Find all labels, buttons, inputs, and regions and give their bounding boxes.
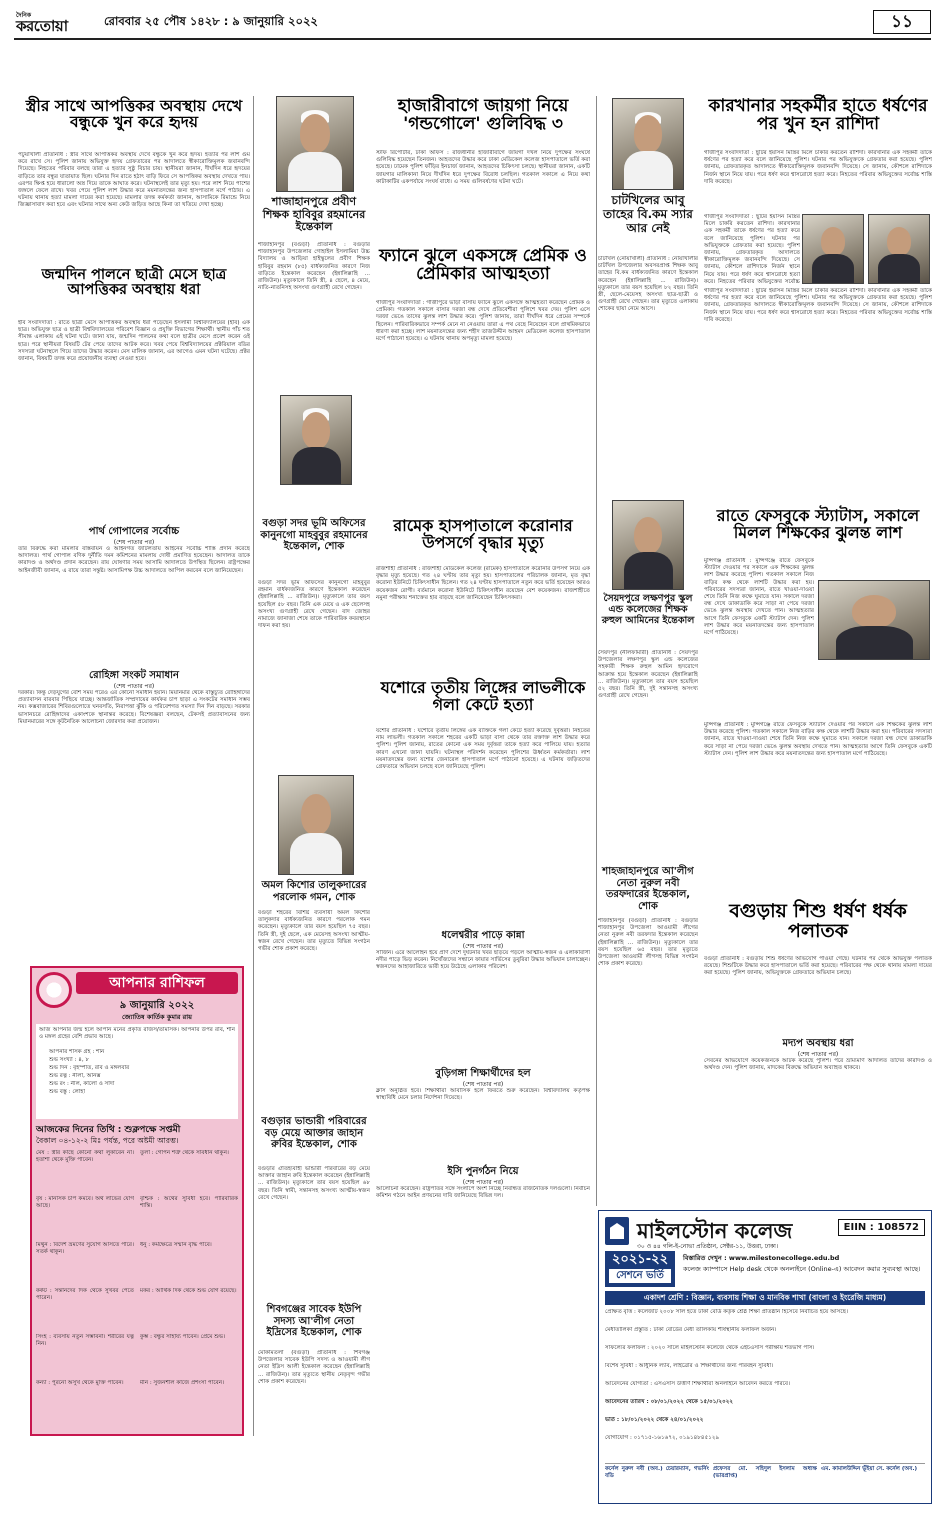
horoscope-box <box>30 966 244 1436</box>
article-rohingya-body: দরকার। কিন্তু দেড়যুগের বেশি সময় পরেও এর কোনো সমাধান হয়নি। মিয়ানমার থেকে বাস্তুচ্যুত রোহিঙ্গাদের প্রত্যাবাসন বারবার পিছিয়ে যাচ্ছে। আন্তর্জাতিক সম্প্রদায়ের কার্যকর চাপ ছাড়া এ সংকটের সমাধান সম্ভব নয়। কক্সবাজারের শিবিরগুলোতে ঘনবসতি, নিরাপত্তা ঝুঁকি ও পরিবেশগত সমস্যা দিন দিন বাড়ছে। সরকার ভাসানচরে রোহিঙ্গাদের একাংশকে স্থানান্তর করেছে। বিশেষজ্ঞরা বলছেন, টেকসই প্রত্যাবাসনের জন্য মিয়ানমারের সঙ্গে কূটনৈতিক আলোচনা জোরদার করা প্রয়োজন। <box>18 690 250 725</box>
article-jessore-body: যশোর প্রতিনিধি : যশোরে তৃতীয় লিঙ্গের এক ব্যক্তিকে গলা কেটে হত্যা করেছে দুর্বৃত্তরা। নিহতের নাম লাভলী। গতকাল সকালে শহরের একটি ভাড়া বাসা থেকে তার রক্তাক্ত লাশ উদ্ধার করে পুলিশ। পুলিশ জানায়, রাতের কোনো এক সময় দুর্বৃত্তরা তাকে হত্যা করে পালিয়ে যায়। হত্যার কারণ এখনো জানা যায়নি। ঘটনাস্থল পরিদর্শন করেছেন পুলিশের ঊর্ধ্বতন কর্মকর্তারা। লাশ ময়নাতদন্তের জন্য যশোর জেনারেল হাসপাতাল মর্গে পাঠানো হয়েছে। এ ঘটনায় জড়িতদের গ্রেফতারে অভিযান চলছে বলে জানিয়েছে পুলিশ। <box>376 728 590 771</box>
face-shape <box>634 517 662 554</box>
class-line-bar <box>605 1291 925 1305</box>
article-bogura-body: বগুড়া প্রতিনিধি : বগুড়ায় শিশু ধর্ষণের অভিযোগ পাওয়া গেছে। ঘটনার পর থেকে অভিযুক্ত পলাতক রয়েছে। শিশুটিকে উদ্ধার করে হাসপাতালে ভর্তি করা হয়েছে। পরিবারের পক্ষ থেকে থানায় মামলা দায়ের করা হয়েছে। পুলিশ জানায়, অভিযুক্তকে গ্রেফতারে অভিযান চলছে। <box>704 956 932 977</box>
shirt-shape <box>624 552 673 590</box>
article-birthday-body: ইবি সংবাদদাতা : রাতে ছাত্রী মেসে আপত্তিকর অবস্থায় ধরা পড়েছেন ইসলামী বিশ্ববিদ্যালয়ের (ইবি) এক ছাত্র। অভিযুক্ত ছাত্র ও ছাত্রী বিশ্ববিদ্যালয়ের পরিবেশ বিজ্ঞান ও প্রযুক্তি বিভাগের শিক্ষার্থী। স্থানীয় পাঁচ শত সীমান্ত এলাকায় এই ঘটনা ঘটে। জানা যায়, জন্মদিন পালনের কথা বলে ছাত্রীর মেসে প্রবেশ করেন ওই ছাত্র। পরে স্থানীয়রা বিষয়টি টের পেয়ে তাদের আটক করে। খবর পেয়ে বিশ্ববিদ্যালয়ের প্রক্টরিয়াল বডির সদস্যরা ঘটনাস্থলে গিয়ে তাদের উদ্ধার করেন। মেস মালিক জানান, এর আগেও এমন ঘটনা ঘটেছে। প্রক্টর জানান, বিষয়টি তদন্ত করে প্রয়োজনীয় ব্যবস্থা নেওয়া হবে। <box>18 320 250 363</box>
obituary-mahbub-body: বগুড়া সদর ভূমি অফিসের কানুনগো মাহবুবুর রহমান বার্ধক্যজনিত কারণে ইন্তেকাল করেছেন (ইন্নালিল্লাহি ... রাজিউন)। মৃত্যুকালে তার বয়স হয়েছিল ৫৮ বছর। তিনি এক মেয়ে ও এক ছেলেসহ অসংখ্য গুণগ্রাহী রেখে গেছেন। বাদ জোহর নামাজে জানাজা শেষে তাকে পারিবারিক কবরস্থানে দাফন করা হয়। <box>258 580 370 630</box>
icy-continued: (শেষ পাতার পর) <box>462 1179 504 1186</box>
shirt-shape <box>290 833 342 875</box>
caption-shibganj: শিবগঞ্জের সাবেক ইউপি সদস্য আ'লীগ নেতা ইদ্রিসের ইন্তেকাল, শোক <box>266 1304 362 1338</box>
horoscope-intro: আজ আপনার জন্ম হলে আপনি মনের প্রকৃতি রাজস/তামসিক। আপনার উপর রবি, শনি ও মঙ্গল গ্রহের বেশি প্রভাব আছে। <box>39 1027 235 1041</box>
column-rule <box>596 96 597 1206</box>
college-website: বিস্তারিত দেখুন : www.milestonecollege.edu.bd <box>683 1254 840 1262</box>
headline-jessore: যশোরে তৃতীয় লিঙ্গের লাভলীকে গলা কেটে হত্যা <box>380 678 586 714</box>
caption-awami: শাহজাহানপুরে আ'লীগ নেতা নুরুল নবী তরফদারের ইন্তেকাল, শোক <box>602 866 694 912</box>
logo-small-text: দৈনিক <box>16 12 32 19</box>
session-badge <box>605 1251 675 1287</box>
session-label: সেশনে ভর্তি <box>609 1269 671 1283</box>
horoscope-sign: ধনু : কর্মক্ষেত্রে সম্মান বৃদ্ধি পাবে। <box>140 1242 212 1248</box>
college-name: মাইলস্টোন কলেজ <box>637 1219 793 1243</box>
college-address: ৩০ ও ৪৪ গলি-ই-নোভা প্রতিষ্ঠান, সেক্টর-১১, উত্তরা, ঢাকা। <box>637 1243 779 1250</box>
obituary-awami-body: শাজাহানপুর (বগুড়া) প্রতিনিধি : বগুড়ার শাজাহানপুর উপজেলা আওয়ামী লীগের নেতা নুরুল নবী তরফদার ইন্তেকাল করেছেন (ইন্নালিল্লাহি ... রাজিউন)। মৃত্যুকালে তার বয়স হয়েছিল ৬৫ বছর। তার মৃত্যুতে উপজেলা আওয়ামী লীগসহ বিভিন্ন সংগঠন শোক প্রকাশ করেছে। <box>598 918 698 968</box>
horoscope-line: শুভ রত্ন : নীলা, অনিক্স <box>49 1073 101 1079</box>
horoscope-signs-left <box>36 1150 134 1430</box>
photo-facebook-teacher <box>818 580 930 660</box>
elderly-continued: (শেষ পাতার পর) <box>462 1081 504 1088</box>
headline-wife: স্ত্রীর সাথে আপত্তিকর অবস্থায় দেখে বন্ধুকে খুন করে হৃদয় <box>25 97 243 132</box>
headline-rohingya: রোহিঙ্গা সংকট সমাধান <box>89 670 179 681</box>
college-eiin: EIIN : 108572 <box>838 1219 925 1236</box>
masthead-date: রোববার ২৫ পৌষ ১৪২৮ : ৯ জানুয়ারি ২০২২ <box>104 14 318 28</box>
headline-birthday: জন্মদিন পালনে ছাত্রী মেসে ছাত্র আপত্তিকর অবস্থায় ধরা <box>41 267 227 299</box>
building-shape <box>610 1223 624 1239</box>
logo-big-text: করতোয়া <box>16 17 68 35</box>
photo-mahbub <box>280 395 352 485</box>
masthead <box>14 10 931 36</box>
horoscope-title-bar <box>76 972 238 994</box>
horoscope-line: শুভ সংখ্যা : ৪, ৮ <box>49 1057 90 1063</box>
article-factory-body-cont: গাজীপুর সংবাদদাতা : ছুটির ইয়াসন মিস্ত্রির মিলে চাকরি করতেন রাশিদা। কারখানার এক সহকর্মী তাকে ধর্ষণের পর হত্যা করে বলে জানিয়েছে পুলিশ। ঘটনার পর অভিযুক্তকে গ্রেফতার করা হয়েছে। পুলিশ জানায়, গ্রেফতারকৃত আদালতে স্বীকারোক্তিমূলক জবানবন্দি দিয়েছে। সে জানায়, কৌশলে রাশিদাকে নির্জন স্থানে নিয়ে যায়। পরে ধর্ষণ করে শ্বাসরোধে হত্যা করে। নিহতের পরিবার অভিযুক্তের সর্বোচ্চ <box>704 214 800 284</box>
column-rule <box>253 96 254 1436</box>
article-drunk-body: সেবনের অভিযোগে কয়েকজনকে আটক করেছে পুলিশ। পরে ভ্রাম্যমাণ আদালত তাদের কারাদণ্ড ও অর্থদণ্ড দেন। পুলিশ জানায়, মাদকের বিরুদ্ধে অভিযান অব্যাহত থাকবে। <box>704 1058 932 1072</box>
horoscope-date: ৯ জানুয়ারি ২০২২ <box>119 1000 195 1011</box>
photo-ruhul <box>612 500 684 590</box>
photo-factory-accused-1 <box>802 214 864 284</box>
headline-facebook: রাতে ফেসবুকে স্ট্যাটাস, সকালে মিলল শিক্ষকের ঝুলন্ত লাশ <box>716 506 920 542</box>
college-helpdesk: কলেজ ক্যাম্পাসে Help desk থেকে অনলাইনে (Online-এ) আবেদন করার সুব্যবস্থা আছে। <box>683 1265 921 1273</box>
contact-person: প্রফেসর মো. সহিদুল ইসলাম অধ্যক্ষ (ভারপ্রাপ্ত) <box>713 1463 817 1499</box>
college-point: আবেদনের তারিখ : ০৮/০১/২০২২ থেকে ১৫/০১/২০২২ <box>605 1399 734 1405</box>
horoscope-line: আপনার শাসক গ্রহ : শনি <box>49 1049 105 1055</box>
article-facebook-body: মুন্সিগঞ্জ প্রতিনিধি : মুন্সিগঞ্জে রাতে ফেসবুকে স্ট্যাটাস দেওয়ার পর সকালে এক শিক্ষকের ঝুলন্ত লাশ উদ্ধার করেছে পুলিশ। গতকাল সকালে নিজ বাড়ির কক্ষ থেকে লাশটি উদ্ধার করা হয়। পরিবারের সদস্যরা জানান, রাতে খাওয়া-দাওয়া শেষে তিনি নিজ কক্ষে ঘুমাতে যান। সকালে দরজা বন্ধ দেখে ডাকাডাকি করে সাড়া না পেয়ে দরজা ভেঙে ঝুলন্ত অবস্থায় দেখতে পান। আত্মহত্যার আগে তিনি ফেসবুকে একটি স্ট্যাটাস দেন। পুলিশ লাশ উদ্ধার করে ময়নাতদন্তের জন্য হাসপাতাল মর্গে পাঠিয়েছে। <box>704 558 814 637</box>
horoscope-sign: কুম্ভ : বন্ধুর সাহায্য পাবেন। প্রেমে শুভ। <box>140 1334 226 1340</box>
shirt-shape <box>292 447 341 485</box>
face-shape <box>301 794 331 835</box>
caption-aju: চাটখিলের আবু তাহের বি.কম স্যার আর নেই <box>603 193 693 235</box>
horoscope-sign: সিংহ : ব্যবসায় নতুন সম্ভাবনা। শরীরের যত্ন নিন। <box>36 1334 134 1348</box>
shirt-shape <box>812 254 854 284</box>
face-shape <box>300 114 330 153</box>
college-contacts <box>605 1463 925 1499</box>
horoscope-panel <box>36 1024 238 1119</box>
horoscope-day-time: বৈকাল ০৪-১২-২ মিঃ পর্যন্ত, পরে অষ্টমী আরম্ভ। <box>36 1136 179 1145</box>
class-line: একাদশ শ্রেণি : বিজ্ঞান, ব্যবসায় শিক্ষা ও মানবিক শাখা (বাংলা ও ইংরেজি মাধ্যম) <box>643 1293 887 1302</box>
college-point: সাফল্যের ফলাফল : ২০২০ সালে মাইলস্টোন কলেজে থেকে এইচএসসি পরীক্ষায় শতভাগ পাস। <box>605 1345 815 1351</box>
college-points <box>605 1309 925 1459</box>
college-point: আবেদনের যোগ্যতা : এসএসসি উত্তীর্ণ শিক্ষার্থীরা অনলাইনে আবেদন করতে পারবে। <box>605 1381 791 1387</box>
horoscope-sign: মেষ : স্ত্রীর কাছে কোনো কথা লুকাবেন না। হতাশা থেকে মুক্তি পাবেন। <box>36 1150 134 1164</box>
page-number-box <box>873 10 931 34</box>
headline-fan: ফ্যানে ঝুলে একসঙ্গে প্রেমিক ও প্রেমিকার আত্মহত্যা <box>379 246 587 284</box>
shirt-shape <box>624 151 673 190</box>
article-rmc-body: রাজশাহী প্রতিনিধি : রাজশাহী মেডিকেল কলেজ (রামেক) হাসপাতালে করোনার উপসর্গ নিয়ে এক বৃদ্ধার মৃত্যু হয়েছে। গত ২৪ ঘণ্টায় তার মৃত্যু হয়। হাসপাতালের পরিচালক জানান, মৃত বৃদ্ধা করোনা ইউনিটে চিকিৎসাধীন ছিলেন। গত ২৪ ঘণ্টায় হাসপাতালে নতুন করে ভর্তি হয়েছেন আরও কয়েকজন রোগী। বর্তমানে করোনা ইউনিটে চিকিৎসাধীন রয়েছেন বেশ কয়েকজন। রাজশাহীতে নমুনা পরীক্ষায় শনাক্তের হার বাড়ছে বলে জানিয়েছেন চিকিৎসকরা। <box>376 566 590 601</box>
horoscope-sign: মিথুন : বিদেশ ভ্রমণের সুযোগ আসতে পারে। সতর্ক থাকুন। <box>36 1242 134 1256</box>
horoscope-signs-right <box>140 1150 238 1430</box>
headline-icy: ইসি পুনর্গঠন নিয়ে <box>447 1166 519 1177</box>
article-factory-body-more: গাজীপুর সংবাদদাতা : ছুটির ইয়াসন মিস্ত্রির মিলে চাকরি করতেন রাশিদা। কারখানার এক সহকর্মী তাকে ধর্ষণের পর হত্যা করে বলে জানিয়েছে পুলিশ। ঘটনার পর অভিযুক্তকে গ্রেফতার করা হয়েছে। পুলিশ জানায়, গ্রেফতারকৃত আদালতে স্বীকারোক্তিমূলক জবানবন্দি দিয়েছে। সে জানায়, কৌশলে রাশিদাকে নির্জন স্থানে নিয়ে যায়। পরে ধর্ষণ করে শ্বাসরোধে হত্যা করে। নিহতের পরিবার অভিযুক্তের সর্বোচ্চ শাস্তি দাবি করেছে। <box>704 288 932 323</box>
horoscope-sign: বৃশ্চিক : অর্থের সুবিধা হবে। পারিবারিক শান্তি। <box>140 1196 238 1210</box>
obituary-ruhul-body: সৈয়দপুর (নীলফামারী) প্রতিনিধি : সৈয়দপুর উপজেলার লক্ষণপুর স্কুল এন্ড কলেজের সহকারী শিক্ষক রুহুল আমিন হৃদরোগে আক্রান্ত হয়ে ইন্তেকাল করেছেন (ইন্নালিল্লাহি ... রাজিউন)। মৃত্যুকালে তার বয়স হয়েছিল ৫২ বছর। তিনি স্ত্রী, দুই সন্তানসহ অসংখ্য গুণগ্রাহী রেখে গেছেন। <box>598 650 698 700</box>
article-factory-body: গাজীপুর সংবাদদাতা : ছুটির ইয়াসন মিস্ত্রির মিলে চাকরি করতেন রাশিদা। কারখানার এক সহকর্মী তাকে ধর্ষণের পর হত্যা করে বলে জানিয়েছে পুলিশ। ঘটনার পর অভিযুক্তকে গ্রেফতার করা হয়েছে। পুলিশ জানায়, গ্রেফতারকৃত আদালতে স্বীকারোক্তিমূলক জবানবন্দি দিয়েছে। সে জানায়, কৌশলে রাশিদাকে নির্জন স্থানে নিয়ে যায়। পরে ধর্ষণ করে শ্বাসরোধে হত্যা করে। নিহতের পরিবার অভিযুক্তের সর্বোচ্চ শাস্তি দাবি করেছে। <box>704 150 932 185</box>
photo-habibur <box>276 96 354 192</box>
obituary-habibur-body: শাজাহানপুর (বগুড়া) প্রতিনিধি : বগুড়ার শাজাহানপুর উপজেলার গোহাইল ইসলামিয়া উচ্চ বিদ্যালয় ও আড়িয়া হাইস্কুলের প্রবীণ শিক্ষক হাবিবুর রহমান (৮৫) বার্ধক্যজনিত কারণে নিজ বাড়িতে ইন্তেকাল করেছেন (ইন্নালিল্লাহি ... রাজিউন)। মৃত্যুকালে তিনি স্ত্রী, ৪ ছেলে, ৪ মেয়ে, নাতি-নাতনিসহ অসংখ্য গুণগ্রাহী রেখে গেছেন। <box>258 242 370 292</box>
caption-amal: অমল কিশোর তালুকদারের পরলোক গমন, শোক <box>261 880 367 903</box>
horoscope-title: আপনার রাশিফল <box>109 975 205 991</box>
party-continued: (শেষ পাতার পর) <box>113 539 155 546</box>
obituary-aktar-body: বগুড়ার ঐতিহ্যবাহী ভান্ডারী পরিবারের বড় মেয়ে আক্তার জাহান রুবি ইন্তেকাল করেছেন (ইন্নালিল্লাহি ... রাজিউন)। মৃত্যুকালে তার বয়স হয়েছিল ৬৮ বছর। তিনি স্বামী, সন্তানসহ অসংখ্য আত্মীয়-স্বজন রেখে গেছেন। <box>258 1166 370 1201</box>
article-facebook-body-cont: মুন্সিগঞ্জ প্রতিনিধি : মুন্সিগঞ্জে রাতে ফেসবুকে স্ট্যাটাস দেওয়ার পর সকালে এক শিক্ষকের ঝুলন্ত লাশ উদ্ধার করেছে পুলিশ। গতকাল সকালে নিজ বাড়ির কক্ষ থেকে লাশটি উদ্ধার করা হয়। পরিবারের সদস্যরা জানান, রাতে খাওয়া-দাওয়া শেষে তিনি নিজ কক্ষে ঘুমাতে যান। সকালে দরজা বন্ধ দেখে ডাকাডাকি করে সাড়া না পেয়ে দরজা ভেঙে ঝুলন্ত অবস্থায় দেখতে পান। আত্মহত্যার আগে তিনি ফেসবুকে একটি স্ট্যাটাস দেন। পুলিশ লাশ উদ্ধার করে ময়নাতদন্তের জন্য হাসপাতাল মর্গে পাঠিয়েছে। <box>704 722 932 757</box>
article-elderly-body: ক্লাস অনুষ্ঠিত হবে। শিক্ষার্থীরা আবাসিক হলে ফিরতে শুরু করেছেন। বিশ্ববিদ্যালয় কর্তৃপক্ষ স্বাস্থ্যবিধি মেনে চলার নির্দেশনা দিয়েছে। <box>376 1088 590 1102</box>
college-point: যোগাযোগ : ০১৭১৫-১৬১৬৭২, ০১৯১৪৮৪৫১২৯ <box>605 1435 720 1441</box>
college-point: বিশেষ সুবিধা : আধুনিক ল্যাব, লাইব্রেরি ও শিক্ষার্থীদের জন্য পরিবহন সুবিধা। <box>605 1363 774 1369</box>
obituary-shibganj-body: মোকামতলা (বগুড়া) প্রতিনিধি : শিবগঞ্জ উপজেলার সাবেক ইউপি সদস্য ও আওয়ামী লীগ নেতা ইদ্রিস আলী ইন্তেকাল করেছেন (ইন্নালিল্লাহি ... রাজিউন)। তার মৃত্যুতে স্থানীয় নেতৃবৃন্দ গভীর শোক প্রকাশ করেছেন। <box>258 1350 370 1385</box>
headline-hazaribagh: হাজারীবাগে জায়গা নিয়ে 'গন্ডগোলে' গুলিবিদ্ধ ৩ <box>397 96 569 134</box>
rohingya-continued: (শেষ পাতার পর) <box>113 683 155 690</box>
horoscope-sign: মকর : আর্থিক দিক থেকে শুভ যোগ রয়েছে। <box>140 1288 237 1294</box>
article-dhalchor-body: সার্জিন। এরে আলোহন ইয়ে প্রাণ দেশে দুর্ঘটনার খবর ছড়িয়ে পড়লে আত্মীয়-স্বজন ও এলাকাবাসী নদীর পাড়ে ভিড় করেন। নিখোঁজদের সন্ধানে ফায়ার সার্ভিসের ডুবুরিরা উদ্ধার অভিযান চালাচ্ছেন। স্বজনদের আহাজারিতে ভারী হয়ে উঠেছে এলাকার পরিবেশ। <box>376 950 590 971</box>
drunk-continued: (শেষ পাতার পর) <box>797 1051 839 1058</box>
horoscope-sign: তুলা : গোপন শত্রু থেকে সাবধান থাকুন। <box>140 1150 229 1156</box>
horoscope-sign: মীন : সুজনশীল কাজে প্রশংসা পাবেন। <box>140 1380 225 1386</box>
horoscope-sign: কর্কট : সন্তানদের দিক থেকে সুখবর পেতে পারেন। <box>36 1288 134 1302</box>
contact-person: এম. কামালউদ্দিন ভূঁইয়া সে. কর্নেল (অব.) <box>821 1463 925 1499</box>
face-shape <box>821 227 845 256</box>
face-shape <box>302 412 330 449</box>
obituary-aju-body: চাটখিল (নোয়াখালী) প্রতিনিধি : নোয়াখালীর চাটখিল উপজেলার অবসরপ্রাপ্ত শিক্ষক আবু তাহের বি.কম বার্ধক্যজনিত কারণে ইন্তেকাল করেছেন (ইন্নালিল্লাহি ... রাজিউন)। মৃত্যুকালে তার বয়স হয়েছিল ৮২ বছর। তিনি স্ত্রী, ছেলে-মেয়েসহ অসংখ্য ছাত্র-ছাত্রী ও গুণগ্রাহী রেখে গেছেন। তার মৃত্যুতে এলাকায় শোকের ছায়া নেমে আসে। <box>598 256 698 313</box>
horoscope-sign: কন্যা : পুরনো অসুখ থেকে মুক্তি পাবেন। <box>36 1380 124 1386</box>
article-fan-body: গাজীপুর সংবাদদাতা : গাজীপুরে ভাড়া বাসায় ফ্যানে ঝুলে একসঙ্গে আত্মহত্যা করেছেন প্রেমিক ও প্রেমিকা। গতকাল সকালে বাসার দরজা বন্ধ দেখে প্রতিবেশীরা পুলিশে খবর দেয়। পুলিশ এসে দরজা ভেঙে তাদের ঝুলন্ত লাশ উদ্ধার করে। পুলিশ জানায়, তারা দীর্ঘদিন ধরে প্রেমের সম্পর্কে ছিলেন। পারিবারিকভাবে সম্পর্ক মেনে না নেওয়ায় তারা এ পথ বেছে নিয়েছেন বলে প্রাথমিকভাবে ধারণা করা হচ্ছে। লাশ ময়নাতদন্তের জন্য শহীদ তাজউদ্দীন আহমদ মেডিকেল কলেজ হাসপাতাল মর্গে পাঠানো হয়েছে। এ ঘটনায় থানায় অপমৃত্যু মামলা হয়েছে। <box>376 300 590 343</box>
horoscope-line: শুভ দিন : বৃহস্পতি, রবি ও মঙ্গলবার <box>49 1065 130 1071</box>
headline-bogura: বগুড়ায় শিশু ধর্ষণ ধর্ষক পলাতক <box>729 900 907 942</box>
horoscope-author: জ্যোতিষ কার্তিক কুমার রায় <box>122 1013 192 1021</box>
article-wife-body: পটুয়াখালী প্রতিনিধি : স্ত্রীর সাথে আপত্তিকর অবস্থায় দেখে বন্ধুকে খুন করে হৃদয়। হত্যার পর লাশ গুম করে রাখে সে। পুলিশ জানায় অভিযুক্ত হৃদয় গ্রেফতারের পর আদালতে স্বীকারোক্তিমূলক জবানবন্দি দিয়েছে। নিহতের পরিবার বলছে তারা এ হত্যার সুষ্ঠু বিচার চায়। স্থানীয়রা জানান, দীর্ঘদিন ধরে হৃদয়ের বাড়িতে তার বন্ধুর যাতায়াত ছিল। ঘটনার দিন রাতে হঠাৎ বাড়ি ফিরে সে আপত্তিকর অবস্থায় দেখতে পায়। এরপর ক্ষিপ্ত হয়ে ধারালো অস্ত্র দিয়ে তাকে আঘাত করে। ঘটনাস্থলেই তার মৃত্যু হয়। পরে লাশ নিয়ে পাশের জঙ্গলে ফেলে রাখে। খবর পেয়ে পুলিশ লাশ উদ্ধার করে ময়নাতদন্তের জন্য হাসপাতাল মর্গে পাঠায়। এ ঘটনায় থানায় হত্যা মামলা দায়ের করা হয়েছে। মামলার তদন্ত কর্মকর্তা জানান, আসামিকে রিমান্ডে নিয়ে জিজ্ঞাসাবাদ করা হবে এবং ঘটনার সাথে অন্য কেউ জড়িত আছে কিনা তা খতিয়ে দেখা হচ্ছে। <box>18 152 250 209</box>
caption-aktar: বগুড়ার ভান্ডারী পরিবারের বড় মেয়ে আক্তার জাহান রুবির ইন্তেকাল, শোক <box>261 1116 367 1150</box>
caption-mahbub: বগুড়া সদর ভূমি অফিসের কানুনগো মাহবুবুর রহমানের ইন্তেকাল, শোক <box>260 518 368 552</box>
headline-elderly: বুড়িগঙ্গা শিক্ষার্থীদের হল <box>435 1068 531 1079</box>
photo-aju <box>612 98 684 190</box>
horoscope-line: শুভ বস্তু : লোহা <box>49 1089 85 1095</box>
shirt-shape <box>878 254 920 284</box>
masthead-rule <box>14 38 931 40</box>
shirt-shape <box>288 152 341 192</box>
caption-habibur: শাজাহানপুরে প্রবীণ শিক্ষক হাবিবুর রহমানের ইন্তেকাল <box>262 195 366 234</box>
face-shape <box>634 115 662 153</box>
college-point: প্রেক্ষিত বৃত্তি : কলেজটি ২০০৮ সাল হতে ঢাকা বোর্ড কর্তৃক শ্রেষ্ঠ শিক্ষা প্রতিষ্ঠান হিসেবে নির্বাচিত হয়ে আসছে। <box>605 1309 848 1315</box>
face-shape <box>852 595 896 628</box>
horoscope-day-title: আজকের দিনের তিথি : শুক্লপক্ষে সপ্তমী <box>36 1125 181 1135</box>
caption-ruhul: সৈয়দপুরে লক্ষণপুর স্কুল এন্ড কলেজের শিক্ষক রুহুল আমিনের ইন্তেকাল <box>601 593 695 626</box>
headline-drunk: মদ্যপ অবস্থায় ধরা <box>782 1038 854 1049</box>
photo-amal <box>278 775 354 875</box>
college-point: মেধাতালিকা প্রস্তুতি : ঢাকা বোর্ডের মেধা তালিকায় শীর্ষস্থানীয় ফলাফল অর্জন। <box>605 1327 777 1333</box>
horoscope-sign: বৃষ : মানসিক চাপ কমবে। অর্থ লাভের যোগ আছে। <box>36 1196 134 1210</box>
college-point: ভর্তি : ১৮/০১/২০২২ থেকে ২৪/০১/২০২২ <box>605 1417 704 1423</box>
photo-factory-accused-2 <box>868 214 930 284</box>
headline-rmc: রামেক হাসপাতালে করোনার উপসর্গে বৃদ্ধার মৃত্যু <box>393 516 573 552</box>
article-hazaribagh-body: স্টাফ রিপোর্টার, ঢাকা অফিস : রাজধানীর হাজারীবাগে জায়গা দখল নিয়ে দুপক্ষের সংঘর্ষে গুলিবিদ্ধ হয়েছেন তিনজন। আহতদের উদ্ধার করে ঢাকা মেডিকেল কলেজ হাসপাতালে ভর্তি করা হয়েছে। ঢামেক পুলিশ ফাঁড়ির ইনচার্জ জানান, আহতদের চিকিৎসা চলছে। স্থানীয়রা জানান, একটি জায়গার মালিকানা নিয়ে দীর্ঘদিন ধরে দুপক্ষের বিরোধ চলছিল। গতকাল সকালে এ নিয়ে কথা কাটাকাটির একপর্যায়ে সংঘর্ষ বাধে। এ সময় গুলিবর্ষণের ঘটনা ঘটে। <box>376 150 590 185</box>
page-number: ১১ <box>890 12 914 32</box>
headline-party: পার্থ গোপালের সর্বোচ্চ <box>88 526 180 537</box>
shirt-shape <box>836 626 913 660</box>
article-party-body: তার বিরুদ্ধে করা মামলার বাস্তবায়ন ও আইনগত জটিলতায় আইনের সর্বোচ্চ শাস্তি প্রদান করেছে আদালত। পার্থ গোপাল বণিক দুর্নীতি দমন কমিশনের মামলায় দোষী প্রমাণিত হয়েছেন। আদালত তাকে কারাদণ্ড ও অর্থদণ্ড প্রদান করেছেন। রায় ঘোষণার সময় আসামি আদালতে উপস্থিত ছিলেন। রাষ্ট্রপক্ষের আইনজীবী জানান, এ রায়ে তারা সন্তুষ্ট। আসামিপক্ষ উচ্চ আদালতে আপিল করবেন বলে জানিয়েছেন। <box>18 546 250 574</box>
session-year: ২০২১-২২ <box>611 1252 669 1267</box>
zodiac-wheel-icon <box>36 972 72 1008</box>
horoscope-line: শুভ রং : নীল, কালো ও সাদা <box>49 1081 115 1087</box>
face-shape <box>887 227 911 256</box>
headline-factory: কারখানার সহকর্মীর হাতে ধর্ষণের পর খুন হন রাশিদা <box>708 96 928 134</box>
dhalchor-continued: (শেষ পাতার পর) <box>462 943 504 950</box>
masthead-logo <box>14 10 80 34</box>
article-icy-body: আলোচনা করেছেন। রাষ্ট্রপতির সঙ্গে সংলাপে অংশ নিচ্ছে নিবন্ধিত রাজনৈতিক দলগুলো। নির্বাচন কমিশন গঠনে আইন প্রণয়নের দাবি জানিয়েছে বিভিন্ন দল। <box>376 1186 590 1200</box>
obituary-amal-body: বগুড়া শহরের বিশিষ্ট ব্যবসায়ী অমল কিশোর তালুকদার বার্ধক্যজনিত কারণে পরলোক গমন করেছেন। মৃত্যুকালে তার বয়স হয়েছিল ৭৫ বছর। তিনি স্ত্রী, দুই ছেলে, এক মেয়েসহ অসংখ্য আত্মীয়-স্বজন রেখে গেছেন। তার মৃত্যুতে বিভিন্ন সংগঠন গভীর শোক প্রকাশ করেছে। <box>258 910 370 953</box>
contact-person: কর্নেল নুরুল নবী (অব.) চেয়ারম্যান, গভর্নিং বডি <box>605 1463 709 1499</box>
college-ad <box>598 1210 932 1504</box>
college-logo-icon <box>605 1217 629 1245</box>
headline-dhalchor: ধলেশ্বরীর পাড়ে কান্না <box>441 930 525 941</box>
